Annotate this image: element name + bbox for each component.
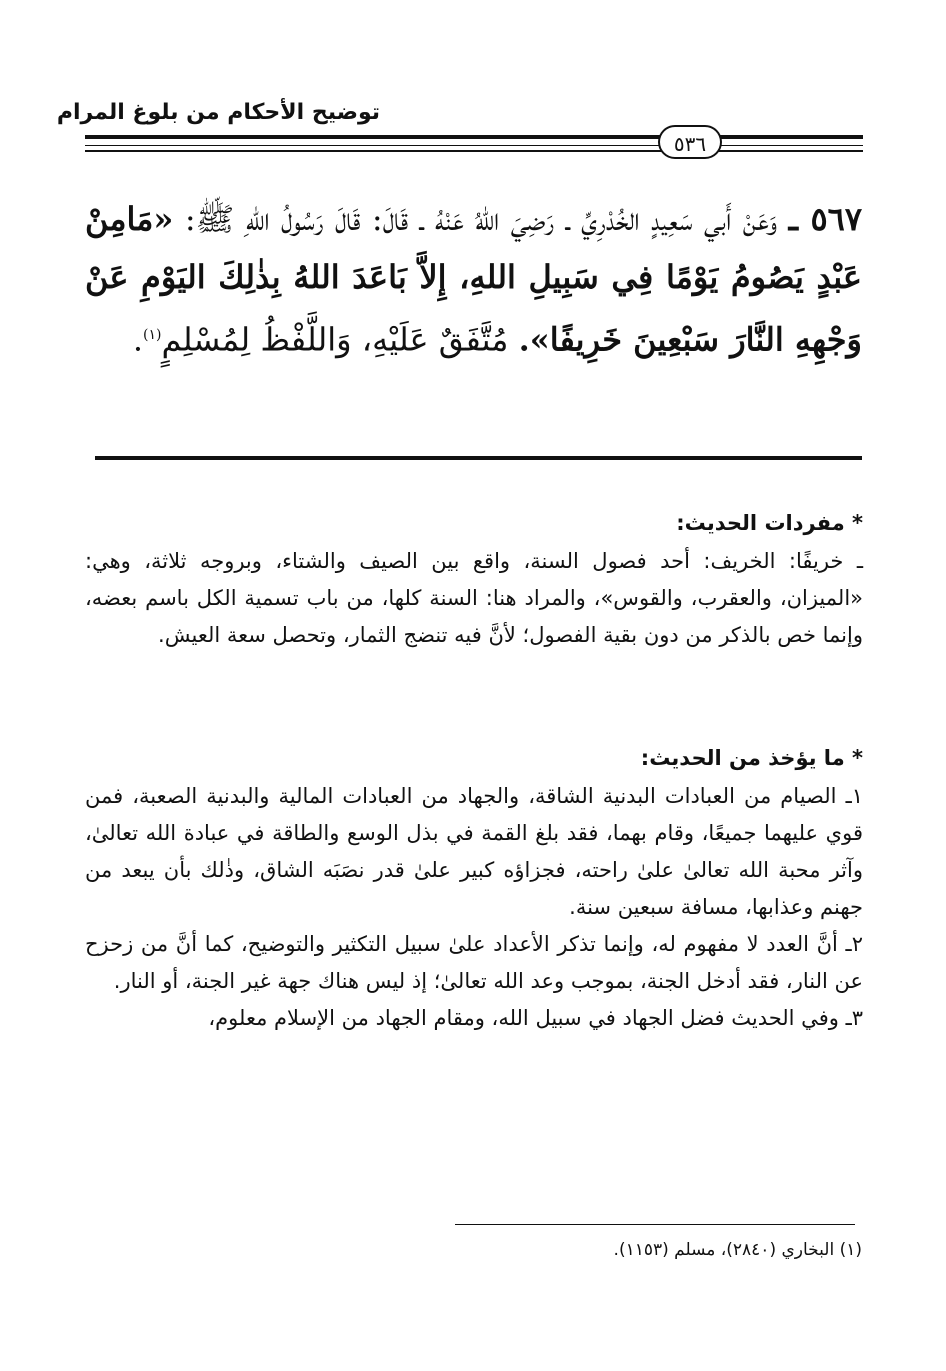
header-rule-bottom: [85, 150, 863, 152]
lessons-section: [85, 738, 863, 1037]
vocabulary-heading: * مفردات الحديث:: [676, 511, 863, 535]
lesson-marker: ٣ـ: [845, 1006, 863, 1030]
footnote: (١) البخاري (٢٨٤٠)، مسلم (١١٥٣).: [613, 1240, 862, 1260]
running-title: توضيح الأحكام من بلوغ المرام: [56, 100, 380, 125]
lesson-marker: ١ـ: [845, 784, 863, 808]
section-divider: [95, 456, 862, 460]
vocabulary-paragraph: ـ خريفًا: الخريف: أحد فصول السنة، واقع بين الصيف والشتاء، وبروجه ثلاثة، وهي: «الميزان، والعقرب، والقوس»، والمراد هنا: السنة كلها، من باب تسمية الكل باسم بعضه، وإنما خص بالذكر من دون بقية الفصول؛ لأنَّ فيه تنضج الثمار، وتحصل سعة العيش.: [85, 549, 863, 647]
lesson-text: وفي الحديث فضل الجهاد في سبيل الله، ومقام الجهاد من الإسلام معلوم،: [208, 1006, 839, 1030]
vocabulary-section: [85, 503, 863, 654]
lesson-point-2: [85, 926, 863, 1000]
footnote-reference[interactable]: (١): [143, 327, 162, 343]
lesson-point-1: [85, 778, 863, 926]
hadith-source: مُتَّفَقٌ عَلَيْهِ، وَاللَّفْظُ لِمُسْلِمٍ: [161, 320, 509, 359]
header-rule-thick: [85, 135, 863, 139]
lesson-text: أنَّ العدد لا مفهوم له، وإنما تذكر الأعداد علىٰ سبيل التكثير والتوضيح، كما أنَّ من زحزح عن النار، فقد أدخل الجنة، بموجب وعد الله تعالىٰ؛ إذ ليس هناك جهة غير الجنة، أو النار.: [85, 932, 863, 993]
hadith-block: [85, 190, 862, 369]
header-rule-thin: [85, 145, 863, 146]
lessons-heading: * ما يؤخذ من الحديث:: [640, 746, 863, 770]
lesson-point-3: [85, 1000, 863, 1037]
page-number: ٥٣٦: [658, 125, 722, 159]
footnote-rule: [455, 1224, 855, 1225]
hadith-intro: وَعَنْ أَبي سَعِيدٍ الخُدْرِيِّ ـ رَضِيَ اللهُ عَنْهُ ـ قَالَ: قَالَ رَسُولُ اللهِ ﷺ:: [184, 200, 778, 238]
hadith-end: .: [132, 320, 143, 359]
hadith-number: ٥٦٧ ـ: [788, 200, 863, 238]
hadith-text: «مَامِنْ عَبْدٍ يَصُومُ يَوْمًا فِي سَبِيلِ اللهِ، إِلاَّ بَاعَدَ اللهُ بِذٰلِكَ اليَوْمِ عَنْ وَجْهِهِ النَّارَ سَبْعِينَ خَرِيفًا».: [85, 200, 862, 359]
lesson-marker: ٢ـ: [845, 932, 863, 956]
lesson-text: الصيام من العبادات البدنية الشاقة، والجهاد من العبادات المالية والبدنية الصعبة، فمن قوي عليهما جميعًا، وقام بهما، فقد بلغ القمة في بذل الوسع والطاقة في عبادة الله تعالىٰ، وآثر محبة الله تعالىٰ علىٰ راحته، فجزاؤه كبير علىٰ قدر نصَبَه الشاق، وذٰلك بأن يبعد من جهنم وعذابها، مسافة سبعين سنة.: [85, 784, 863, 919]
